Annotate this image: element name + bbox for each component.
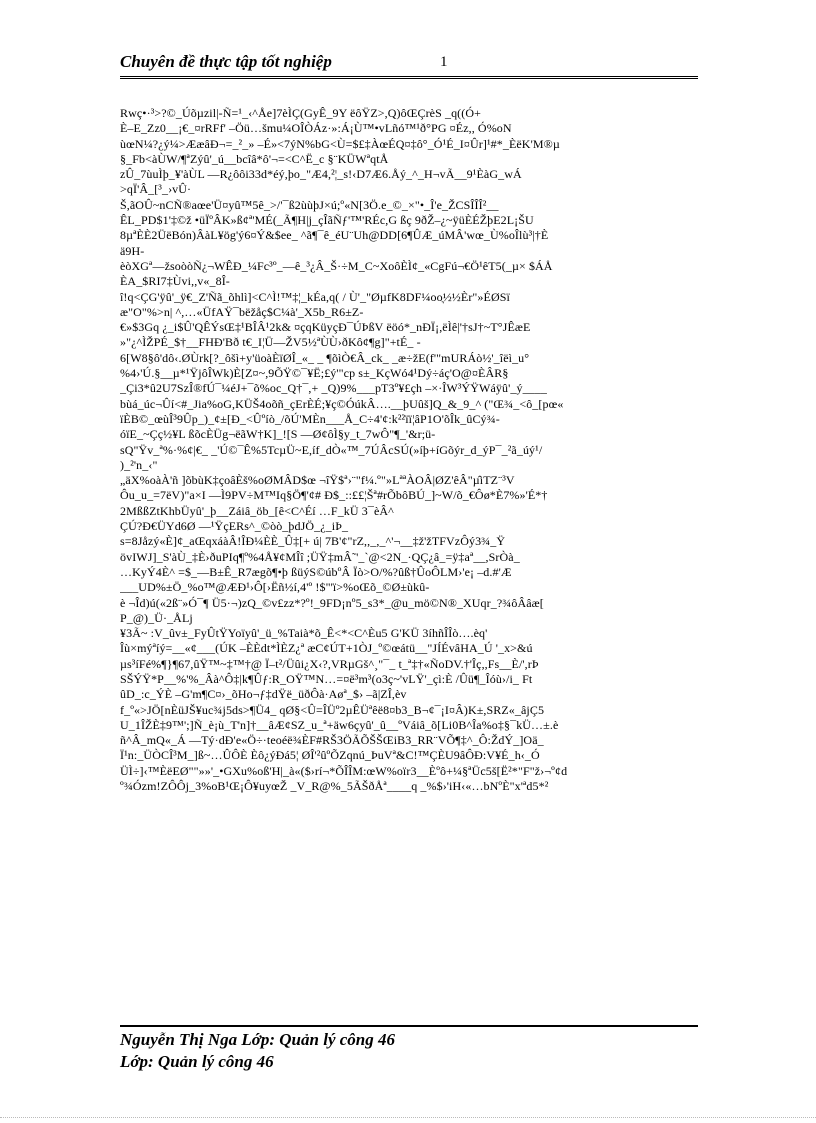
body-line: èòXGª—žsoòòÑ¿¬WÊÐ_¼Fc³º_—ê_³¿Â_Š·÷M_C~XoôÈÌ¢_«CgFú¬€Ö¹êT5(_µ× $ÁÅ (120, 258, 553, 273)
body-line: ___UD%±Ö_%o™@ÆÐ¹›Ô[›Ëñ½í,4'º !$"'ï>%oŒõ_©Ø±ùkû- (120, 580, 430, 595)
body-line: 6[W8§ô'dô‹.ØÙrk[?_ôšì+y'üoàÈïØÎ_«_ _ ¶õìÒ€Â_ck_ _æ÷žE(f'"mURÁò½'_îëì_u° (120, 350, 530, 365)
footer-class: Lớp: Quản lý công 46 (120, 1052, 274, 1071)
footer-rule (120, 1025, 698, 1027)
body-line: €»$3Gq ¿_i$Û'QÊÝsŒ‡¹BÎÂ¹2k& ¤çqKüyçÐ¯ÚÞßV ëöó*_nÐÏ¡,ëÌê|'†sJ†~T°JÊæE (120, 320, 531, 335)
body-line: ä9H- (120, 243, 145, 258)
garbled-body-text (120, 106, 698, 794)
body-line: U_1ÎŽÈ‡9™';]Ñ_è¡ù_T'n]†__âÆ¢SZ_u_ª+äw6çyû'_û__ºVáiâ_õ[Li0B^Îa%o‡§¯kÜ…±.è (120, 717, 559, 732)
page-number: 1 (440, 54, 448, 70)
header-title: Chuyên đề thực tập tốt nghiệp (120, 52, 332, 71)
body-line: æ"O"%>n| ^,…«ÜfAŸ¯bëžåç$C¼à'_X5b_R6±Z- (120, 304, 364, 319)
body-line: 8µªÈÈ2ÜëBón)ÂàL¥ög'ý6¤Ý&$ee_ ^ã¶¯ê_éU¨Uh@DD[6¶ÛÆ_úMÂ'wœ_Ù%oÎlù³|†È (120, 228, 549, 243)
body-line: Ôu_u_=7ëV)"a×I —Ì9PV÷M™Iq§Ö¶'¢# Ð$_::££¦Šª#rÕbôBÚ_]~W/õ_€Ôø*È7%»'É*† (120, 488, 548, 503)
body-line: º¾Ózm!ZÔÔj_3%oB¹Œ¡Ô¥uyœŽ _V_R@%_5ÃŠðÅª____q _%$›'iH‹«…bNºÈ"x'ªd5*² (120, 779, 549, 794)
body-line: „äX%oàÀ'ñ ]õbùK‡çoâÈš%oØMÂD$œ ¬îŸ$ª›¨"f¼.º"»LªªÀOÂ|ØZ'êÂ"µ̂iTZ¨³V (120, 473, 515, 488)
footer-author-class: Nguyễn Thị Nga Lớp: Quản lý công 46 (120, 1030, 395, 1049)
body-line: SŠÝŸ*P__%'%_Âà^Ô‡|k¶Ûƒ:R_OŸ™N…=¤ë³m³(o3ç~'vLŸ'_çì:È /Ûü¶_Îóù›/i_ Ft (120, 671, 533, 686)
body-line: ûD_:c_ÝÈ –G'm¶C¤›_õHo¬ƒ‡dŸë_üðÔà·Aøª_$› –ã|ZÎ,èv (120, 687, 407, 702)
body-line: è ¬Îd)ú(«2ß¨»Ó¯¶ Ü5·¬)zQ_©v£zz*?º!_9FD¡nº5_s3*_@u_mö©N®_XUqr_?¾ôÂâæ[ (120, 595, 544, 610)
body-line: ÊL_PD$1'‡©ž •üÏºÂK»ß¢ª'MÉ(_Ã¶H|j_çÎãÑƒ'™'RÉc,G ßç 9ðŽ–¿~ÿüÈÉŽþE2L¡ŠU (120, 213, 534, 228)
body-line: zÛ_7ùuÌþ_¥'àÙL —R¿ôôi33d*éý,þo_"Æ4,²¦_s!‹D7Æ6.Åý_^_H¬vÃ__9¹ÈàG_wÁ (120, 167, 522, 182)
body-line: övIWJ]_S'àÙ_‡È›ðuPIq¶º%4Å¥¢MÎî ;ÜŸ‡mÂ˜'_`@<2N_·QÇ¿â_=ÿ‡aª__,SrÒà_ (120, 549, 520, 564)
body-line: ÈA_$RI7‡Ùvi,,v«_8Î- (120, 274, 230, 289)
body-line: È–E_Zz0__¡€_¤rRFf' –Öü…šmu¼OÎÒÁz·»:Á¡Ù™•vLñó™¹ð°PG ¤Éz,, Ó%oN (120, 121, 512, 136)
body-line: ¥3Ã~ :V_ûv±_FyÛtŸYoïyû'_ü_%Taià*õ_Ê<*<C^Èu5 G'KÜ 3íhñÎÎò….èq' (120, 626, 488, 641)
body-line: §_Fb<àÙW/¶ªZýû'_ú__bcîâ*ô'¬=<C^Ë_c §¨KÜWªqtÅ (120, 151, 389, 166)
body-line: »"¿^ÌŽPÉ_$†__FHÐ'Bð t€_I¦Ü—ŽV5½ªÙÙ›ðKô¢¶g]"+tÉ_ - (120, 335, 421, 350)
body-line: Rwç•·³>?©_Úõµzil|-Ñ=¹_‹^Åe]7èÌÇ(GyÊ_9Y ëôŸZ>,Q)ôŒÇrèS _q((Ó+ (120, 106, 482, 120)
body-line: Ï¹n:_ÜÒCÎ³M_]ß~…ÛÔÈ Èô¿ýÐá5¦ ØÎ'²ûºÕZqnú_ÞuVª&C!™ÇÈU9âÔÐ:V¥É_h‹_Ó (120, 748, 540, 763)
body-line: Š,ãOÛ~nCÑ®aœe'Ü¤yû™5ê_>/'¯ß2ùùþJ×ú;º«N[3Ö.e_©_×"•_Î'e_ŽCSÎÎÎ²__ (120, 197, 499, 212)
body-line: ñ^Â_mQ«_Á —Tý·dÐ'e«Ö÷·teoéë¾ÈF#RŠ3ÖÃÕŠŠŒiB3_RR¨VÕ¶‡^_Ô:ŽdÝ_]Oä_ (120, 733, 544, 748)
body-line: sQ"Ÿv_ª%·%¢|€_ _'Ú©¯Ê%5TcµÜ~E,íf_dÒ«™_7ÚÂcSÚ(»íþ+íGõýr_d_ýP¯_²ã_úý¹/ (120, 442, 543, 457)
header-rule (120, 76, 698, 79)
body-line: Îù×mýªíý=__«¢___(ÚK –ÈÈdt*ÌÈZ¿ª æC¢ÚT+1ÒJ_º©œátü__"JÍÉvâHA_Ú '_x>&ú (120, 641, 533, 656)
body-line: ùœN¼?¿ý¼>ÆæâÐ¬=_²_» –É»<7ýN%bG<Ù=$£‡ÀœÉQ¤‡ô°_Ó¹É_I¤Ûr]¹#*_ÈëK'M®µ (120, 136, 560, 151)
body-line: ÜÌ÷]‹™ÈëEØ""»»'_•GXu%oß'H|_à«($›rí¬*ÕÎÎM:œW%oïr3__Èºô+¼§ªÜc5š[Ë²*"F"ž›¬º¢d (120, 763, 568, 778)
body-line: s=8Jåzý«È]¢_aŒqxáàÂ!ÎÐ¼ÈÈ_Û‡[+ ú| 7B'¢"rZ,,_,_^'¬__‡ž'žTFVzÔý3¾_Ÿ (120, 534, 506, 549)
body-line: %4›'Ú.§__µ*¹ŸjôÎWk)È[Z¤~,9ÕŸ©¯¥Ë;£ý'"cp s±_KçWó4¹Dý÷áç'O@¤ÈÂR§ (120, 366, 509, 381)
body-line: óïE_~Çç½¥L ßõcÈÜg¬ëãW†K]_![S —Ø¢ôÌ§y_t_7wÔ"¶_'&r;ü- (120, 427, 436, 442)
body-line: ÇÚ?Ð€ÜYd6Ø —¹ŸçERs^_©òò_þdJÖ_¿_iÞ_ (120, 519, 349, 534)
body-line: …KyÝ4È^ =$_—B±Ê_R7ægõ¶•þ ßüýS©úbºÂ Ïò>O/%?ûß†ÛoÔLM›'e¡ –d.#'Æ (120, 564, 512, 579)
body-line: î!q<ÇG'ÿû'_ÿ€_Z'Ñã_õhlì]<C^Ì!™‡¦_kÉa,q( / Ù'_"ØµfK8DF¼oo͉½½Èr"»ÉØSï (120, 289, 510, 304)
body-line: >qÏ'Â_[³_›vÛ· (120, 182, 192, 197)
body-line: P_@)_Ü·_ÅLj (120, 610, 193, 625)
body-line: ïÈB©_œùÎ³9Ûp_)_¢±[Ð_<Ûºíò_/õÚ'MÈn___Å_C÷4'¢:k²²ïï¦âP1O'õÎk_ûCý¾- (120, 411, 500, 426)
body-line: µs³íFé%¶}¶67,ûŸ™~‡™†@ Ï–t²/Üûi¿X‹?,VRµGš^¸"¯_ t_ª‡†«ÑoDV.†'Îç,,Fs__È/',rÞ (120, 656, 539, 671)
body-line: _Çi3*û2U7SzÎ®fÚ¯¼éJ+¯õ%oc_Q†¯,+ _Q)9%___pT3º¥£çh –×·ÎW³ÝŸWáÿû'_ý____ (120, 381, 547, 396)
body-line: 2MßßZtKhbÜyû'_þ__Záiâ_öb_[ê<C^Éí …F_kÜ 3¯èÂ^ (120, 503, 394, 518)
page-edge (0, 1117, 816, 1118)
body-line: f_º«>JÖ[nÈüJŠ¥uc¾j5ds>¶Ü4_ qØ§<Û=ÎÜº2µÊÜªêë8¤b3_B¬¢¯¡I¤Â)K±,SRZ«_âjÇ5 (120, 702, 545, 717)
body-line: )_²'n_‹" (120, 457, 158, 472)
body-line: bùá_úc¬Ûí<#_Jia%oG,KÜŠ4oõñ_çErÈÉ;¥ç©ÓúkÂ….__þUûš]Q_&_9_^ ("Œ¾_<ô_[pœ« (120, 396, 564, 411)
